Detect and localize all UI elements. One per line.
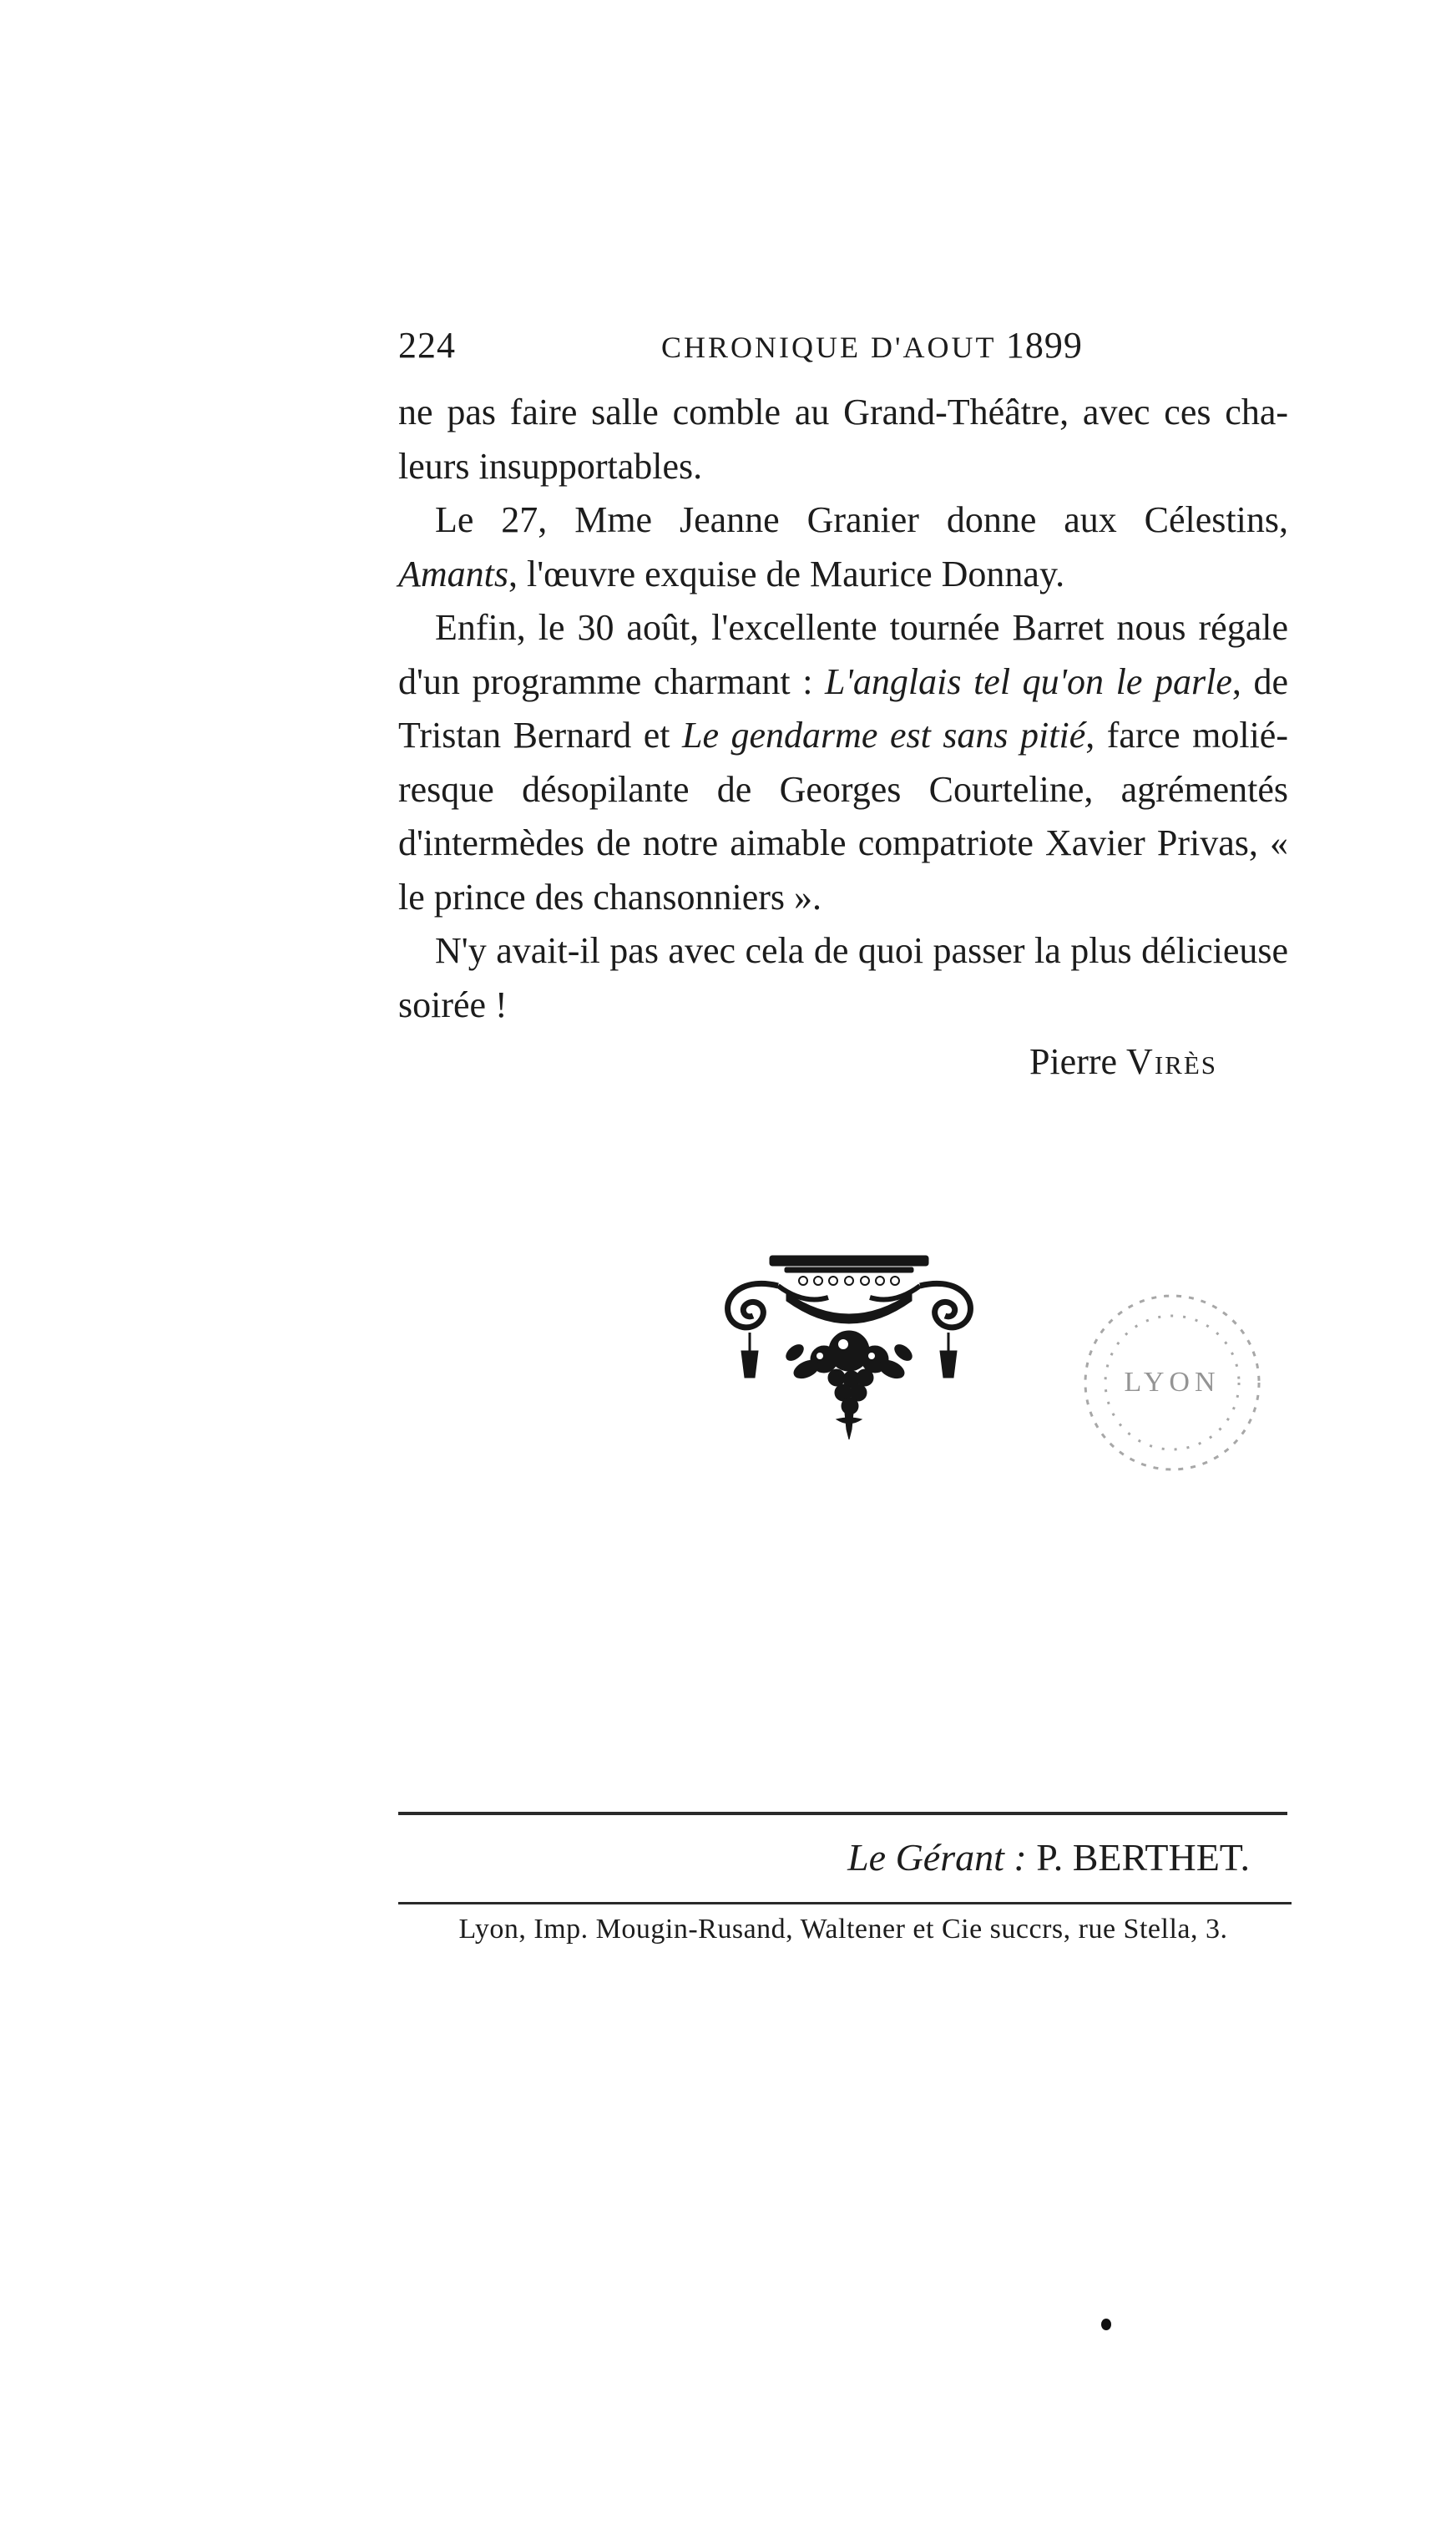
author-last-name: Virès bbox=[1126, 1041, 1217, 1082]
footer-rule-top bbox=[398, 1812, 1287, 1815]
gerant-name: P. BERTHET. bbox=[1036, 1836, 1250, 1879]
floral-ornament-icon bbox=[720, 1252, 978, 1444]
title-gendarme: Le gendarme est sans pitié bbox=[682, 715, 1086, 756]
paragraph-3 bbox=[398, 601, 1288, 924]
running-header bbox=[398, 324, 1290, 374]
body-text bbox=[398, 386, 1288, 1090]
paragraph-2-end: , l'œuvre exquise de Maurice Donnay. bbox=[508, 553, 1065, 594]
title-anglais: L'anglais tel qu'on le parle bbox=[825, 660, 1232, 702]
paragraph-2 bbox=[398, 493, 1288, 601]
page-number: 224 bbox=[398, 325, 456, 366]
running-year: 1899 bbox=[1005, 325, 1083, 366]
running-title bbox=[661, 324, 1083, 367]
paragraph-1: ne pas faire salle comble au Grand-Théâtre, avec ces chaleurs insupportables. bbox=[398, 392, 1288, 487]
paragraph-3-end: , farce moliéresque désopilante de Georges Courteline, agrémentés d'intermèdes de notre aimable compatriote Xavier Privas, « le prince des chansonniers ». bbox=[398, 715, 1288, 918]
library-stamp-icon bbox=[1075, 1286, 1269, 1479]
printer-imprint: Lyon, Imp. Mougin-Rusand, Waltener et Cie succrs, rue Stella, 3. bbox=[458, 1914, 1228, 1945]
footer-rule-bottom bbox=[398, 1902, 1292, 1904]
running-title-text: CHRONIQUE D'AOUT bbox=[661, 331, 996, 364]
paragraph-3-text: Enfin, le 30 août, l'excellente tournée Barret nous régale d'un programme charmant : bbox=[398, 607, 1288, 702]
paragraph-3-mid: , de Tristan Bernard et bbox=[398, 660, 1288, 756]
ink-speck bbox=[1101, 2319, 1111, 2330]
gerant-label: Le Gérant : bbox=[847, 1836, 1027, 1879]
title-amants: Amants bbox=[398, 553, 508, 594]
author-signature bbox=[398, 1035, 1288, 1090]
stamp-text: LYON bbox=[1124, 1367, 1221, 1398]
gerant-line bbox=[398, 1835, 1250, 1879]
author-first-name: Pierre bbox=[1029, 1041, 1118, 1082]
paragraph-2-text: Le 27, Mme Jeanne Granier donne aux Célestins, bbox=[435, 499, 1288, 540]
paragraph-4: N'y avait-il pas avec cela de quoi passer la plus délicieuse soirée ! bbox=[398, 930, 1288, 1025]
